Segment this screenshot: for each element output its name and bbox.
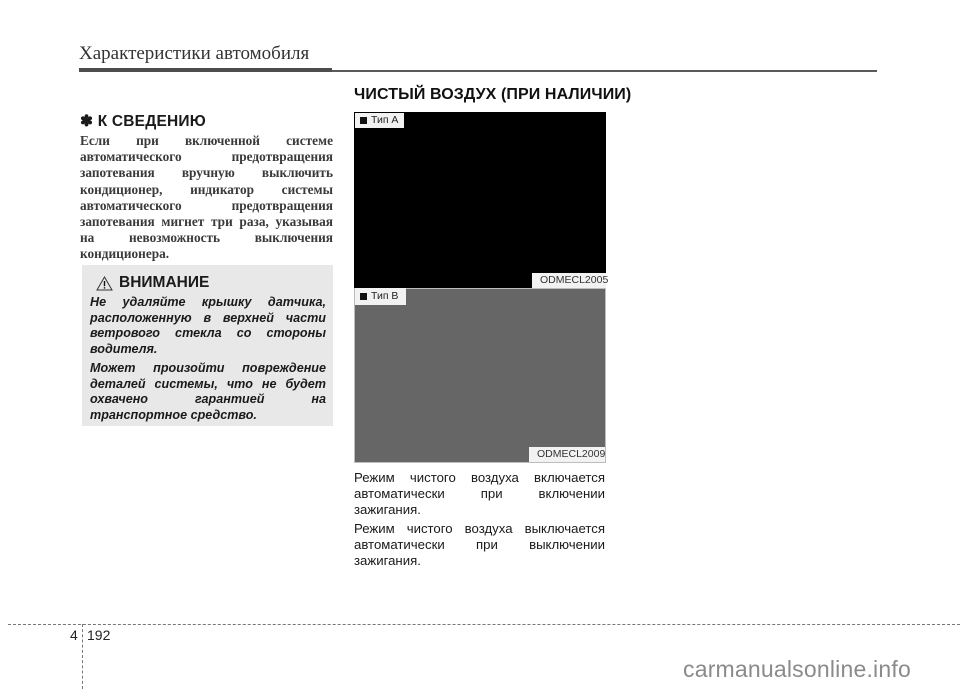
page-number: 192: [87, 627, 111, 643]
caution-paragraph: Может произойти повреждение деталей системы, что не будет охвачено гарантией на транспортное средство.: [90, 360, 326, 422]
watermark: carmanualsonline.info: [683, 656, 911, 682]
figure-type-b-label: [355, 288, 406, 305]
caution-title-text: ВНИМАНИЕ: [119, 274, 210, 291]
footer-dashed-rule: [8, 624, 960, 625]
figure-group: [354, 112, 609, 463]
footer-vertical-dashed-rule: [82, 624, 83, 689]
note-body: Если при включенной системе автоматического предотвращения запотевания вручную выключить кондиционер, индикатор системы автоматического предотвращения запотевания мигнет три раза, указывая на невозможность выключения кондиционера.: [80, 133, 333, 262]
square-bullet-icon: [360, 117, 367, 124]
caution-body: [90, 295, 326, 427]
figure-type-a: [354, 112, 609, 288]
description-paragraph: Режим чистого воздуха выключается автоматически при выключении зажигания.: [354, 521, 605, 568]
warning-triangle-icon: [96, 276, 113, 291]
note-star-icon: ✽: [80, 113, 94, 130]
caution-title: [96, 274, 209, 292]
header-rule-thin: [332, 70, 877, 72]
caution-paragraph: Не удаляйте крышку датчика, расположенную в верхней части ветрового стекла со стороны водителя.: [90, 295, 326, 357]
figure-type-a-code: ODMECL2005: [532, 273, 606, 288]
figure-type-b-label-text: Тип B: [371, 290, 399, 302]
running-header-title: Характеристики автомобиля: [79, 43, 310, 64]
section-title: ЧИСТЫЙ ВОЗДУХ (ПРИ НАЛИЧИИ): [354, 86, 632, 103]
figure-type-a-label-text: Тип A: [371, 114, 399, 126]
chapter-number: 4: [70, 627, 78, 643]
figure-type-b-code: ODMECL2009: [529, 447, 605, 462]
header-rule-thick: [79, 68, 332, 72]
section-description: [354, 470, 605, 572]
figure-type-b: [354, 288, 606, 463]
caution-box: [82, 265, 333, 426]
square-bullet-icon: [360, 293, 367, 300]
description-paragraph: Режим чистого воздуха включается автоматически при включении зажигания.: [354, 470, 605, 517]
note-heading-text: К СВЕДЕНИЮ: [97, 113, 206, 130]
figure-type-a-label: [355, 113, 404, 128]
note-heading: [80, 112, 206, 131]
